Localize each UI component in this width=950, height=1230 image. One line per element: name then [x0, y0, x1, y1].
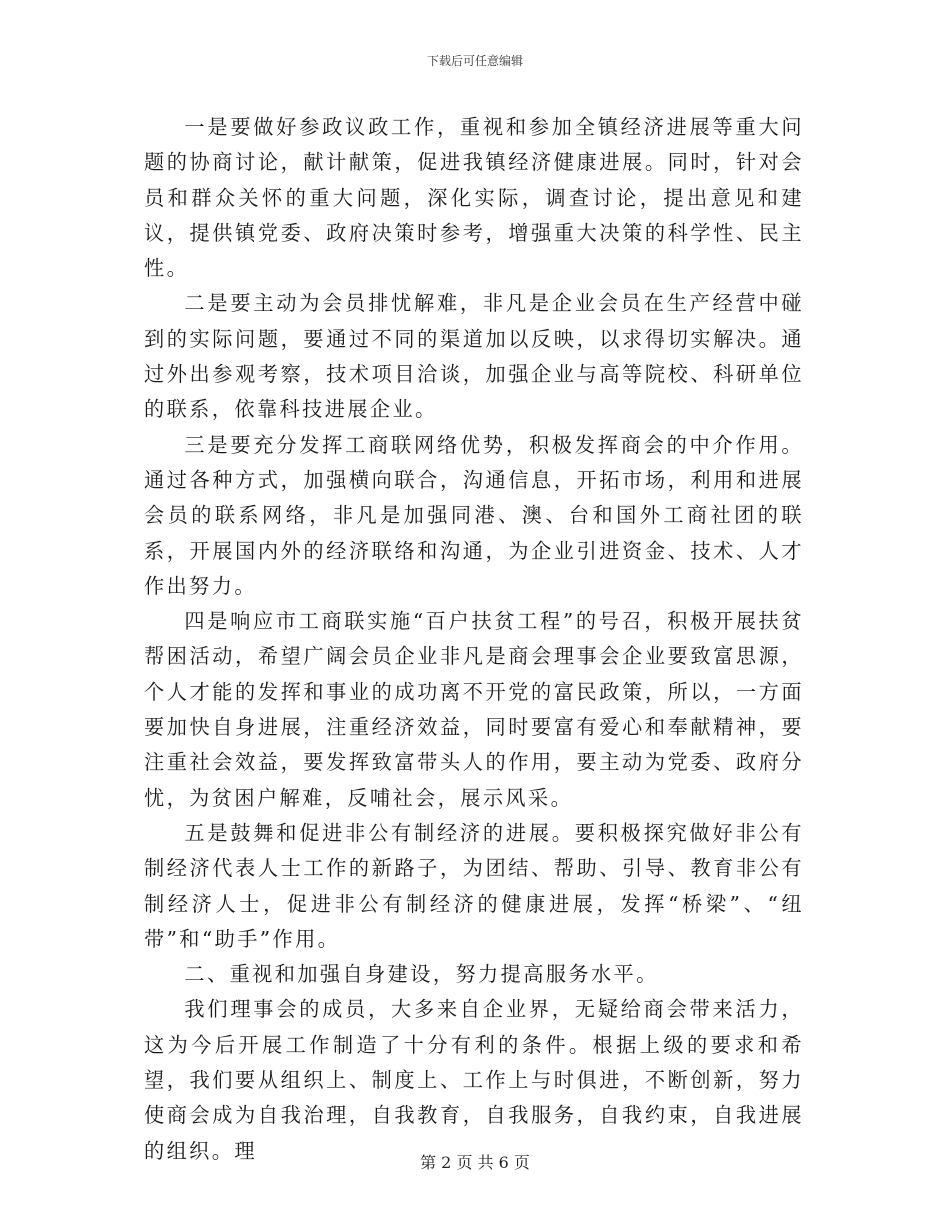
paragraph-6: 我们理事会的成员，大多来自企业界，无疑给商会带来活力，这为今后开展工作制造了十分有利的条件。根据上级的要求和希望，我们要从组织上、制度上、工作上与时俱进，不断创新，努力使商会成为自我治理，自我教育，自我服务，自我约束，自我进展的组织。理 — [144, 997, 804, 1163]
page-header: 下载后可任意编辑 — [426, 54, 523, 68]
paragraph-4: 四是响应市工商联实施“百户扶贫工程”的号召，积极开展扶贫帮困活动，希望广阔会员企业非凡是商会理事会企业要致富思源，个人才能的发挥和事业的成功离不开党的富民政策，所以，一方面要加快自身进展，注重经济效益，同时要富有爱心和奉献精神，要注重社会效益，要发挥致富带头人的作用，要主动为党委、政府分忧，为贫困户解难，反哺社会，展示风采。 — [144, 609, 804, 810]
document-body — [144, 110, 804, 1169]
section-heading: 二、重视和加强自身建设，努力提高服务水平。 — [184, 962, 659, 987]
paragraph-1: 一是要做好参政议政工作，重视和参加全镇经济进展等重大问题的协商讨论，献计献策，促进我镇经济健康进展。同时，针对会员和群众关怀的重大问题，深化实际，调查讨论，提出意见和建议，提供镇党委、政府决策时参考，增强重大决策的科学性、民主性。 — [144, 115, 804, 281]
paragraph-5: 五是鼓舞和促进非公有制经济的进展。要积极探究做好非公有制经济代表人士工作的新路子，为团结、帮助、引导、教育非公有制经济人士，促进非公有制经济的健康进展，发挥“桥梁”、“纽带”和“助手”作用。 — [144, 820, 804, 951]
page-number: 第 2 页 共 6 页 — [420, 1153, 530, 1172]
paragraph-2: 二是要主动为会员排忧解难，非凡是企业会员在生产经营中碰到的实际问题，要通过不同的渠道加以反映，以求得切实解决。通过外出参观考察，技术项目洽谈，加强企业与高等院校、科研单位的联系，依靠科技进展企业。 — [144, 291, 804, 422]
paragraph-3: 三是要充分发挥工商联网络优势，积极发挥商会的中介作用。通过各种方式，加强横向联合，沟通信息，开拓市场，利用和进展会员的联系网络，非凡是加强同港、澳、台和国外工商社团的联系，开展国内外的经济联络和沟通，为企业引进资金、技术、人才作出努力。 — [144, 432, 804, 598]
